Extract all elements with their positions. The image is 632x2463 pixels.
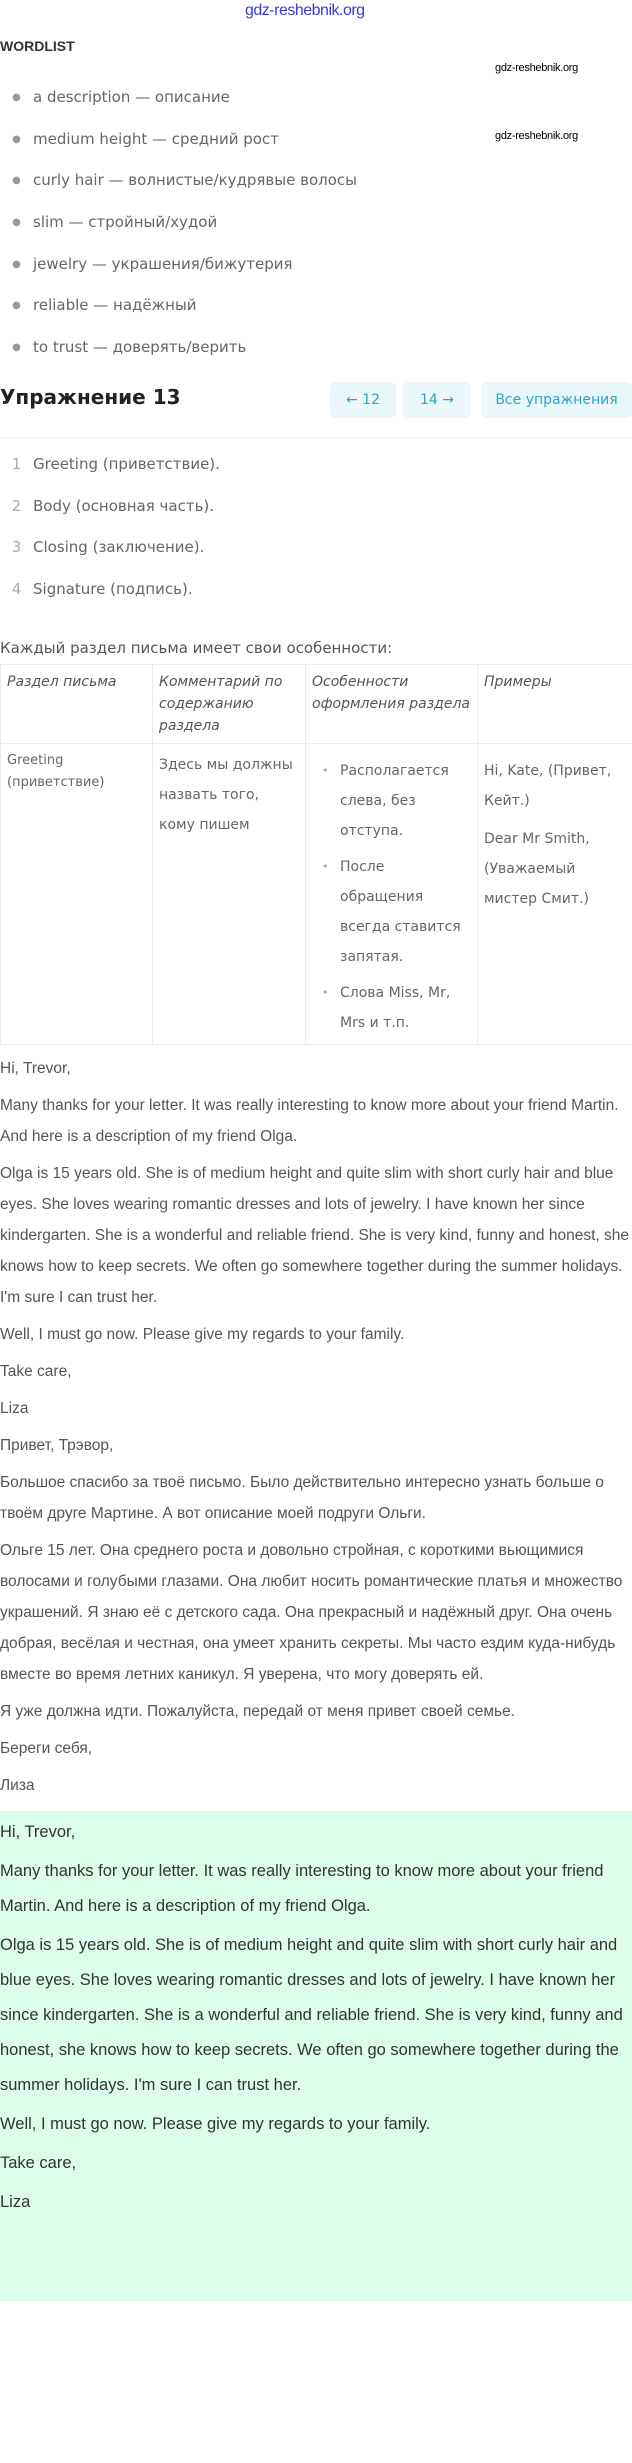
intro-text: Каждый раздел письма имеет свои особенности:: [0, 639, 393, 657]
exercise-title: Упражнение 13: [0, 385, 181, 409]
example: Hi, Kate, (Привет, Кейт.): [484, 763, 612, 809]
letter-closing: Take care,: [0, 2154, 77, 2172]
wordlist-text: reliable — надёжный: [33, 296, 197, 315]
content-flow: [0, 636, 632, 2301]
column-header: Примеры: [478, 665, 632, 744]
item-text: Signature (подпись).: [33, 580, 193, 599]
feature-item: • Слова Miss, Mr, Mrs и т.п.: [340, 978, 471, 1038]
list-item: [0, 497, 220, 539]
letter-greeting: Hi, Trevor,: [0, 1060, 71, 1077]
letter-paragraph: Olga is 15 years old. She is of medium height and quite slim with short curly hair and blue eyes. She loves wearing romantic dresses and lots of jewelry. I have known her since kindergarten. She is a wonderful and reliable friend. She is very kind, funny and honest, she knows how to keep secrets. We often go somewhere together during the summer holidays. I'm sure I can trust her.: [0, 1165, 629, 1306]
next-exercise-button[interactable]: [403, 382, 471, 418]
arrow-left-icon: ←: [345, 392, 363, 408]
wordlist-text: jewelry — украшения/бижутерия: [33, 254, 293, 273]
prev-exercise-button[interactable]: [330, 382, 396, 418]
watermark: gdz-reshebnik.org: [495, 130, 578, 142]
letter-english-answer: [0, 1815, 632, 2220]
wordlist-text: to trust — доверять/верить: [33, 338, 247, 357]
table-header-row: [1, 665, 632, 744]
item-number: 4: [11, 580, 22, 599]
wordlist-item: ● slim — стройный/худой: [12, 213, 218, 232]
next-label: 14: [419, 392, 438, 408]
item-number: 1: [11, 455, 22, 473]
wordlist-item: ● medium height — средний рост: [12, 129, 279, 148]
list-item: [0, 580, 220, 622]
wordlist-item: ● jewelry — украшения/бижутерия: [12, 254, 293, 273]
wordlist: [0, 88, 357, 380]
letter-greeting: Hi, Trevor,: [0, 1823, 76, 1841]
wordlist-item: ● reliable — надёжный: [12, 296, 197, 315]
item-number: 3: [11, 538, 22, 557]
letter-paragraph: Well, I must go now. Please give my regards to your family.: [0, 1326, 405, 1343]
list-item: [0, 538, 220, 580]
cell-examples: [478, 744, 632, 1045]
item-text: Greeting (приветствие).: [33, 455, 220, 473]
letter-english: [0, 1053, 632, 1424]
example: Dear Mr Smith, (Уважаемый мистер Смит.): [484, 831, 590, 907]
answer-box: [0, 1811, 632, 2301]
letter-closing: Take care,: [0, 1363, 72, 1380]
wordlist-item: ● curly hair — волнистые/кудрявые волосы: [12, 171, 357, 190]
prev-label: 12: [362, 392, 380, 408]
letter-greeting: Привет, Трэвор,: [0, 1437, 114, 1454]
letter-signature: Liza: [0, 2193, 31, 2211]
letter-signature: Liza: [0, 1400, 29, 1417]
all-label: Все упражнения: [495, 392, 618, 408]
wordlist-item: ● to trust — доверять/верить: [12, 338, 247, 357]
table-row: [1, 744, 632, 1045]
column-header: Раздел письма: [1, 665, 153, 744]
item-text: Body (основная часть).: [33, 496, 215, 515]
cell-section: Greeting (приветствие): [1, 744, 153, 1045]
item-text: Closing (заключение).: [33, 538, 205, 557]
feature-item: • После обращения всегда ставится запятая.: [340, 852, 471, 972]
wordlist-text: curly hair — волнистые/кудрявые волосы: [33, 171, 357, 190]
letter-paragraph: Well, I must go now. Please give my regards to your family.: [0, 2115, 431, 2133]
letter-paragraph: Большое спасибо за твоё письмо. Было действительно интересно узнать больше о твоём друге Мартине. А вот описание моей подруги Ольги.: [0, 1474, 604, 1522]
letter-russian: [0, 1430, 632, 1801]
wordlist-title: WORDLIST: [0, 38, 75, 54]
watermark: gdz-reshebnik.org: [495, 62, 578, 74]
column-header: Комментарий по содержанию раздела: [153, 665, 306, 744]
column-header: Особенности оформления раздела: [306, 665, 478, 744]
letter-signature: Лиза: [0, 1777, 35, 1794]
item-number: 2: [11, 496, 22, 515]
letter-paragraph: Olga is 15 years old. She is of medium height and quite slim with short curly hair and blue eyes. She loves wearing romantic dresses and lots of jewelry. I have known her since kindergarten. She is a wonderful and reliable friend. She is very kind, funny and honest, she knows how to keep secrets. We often go somewhere together during the summer holidays. I'm sure I can trust her.: [0, 1936, 623, 2094]
letter-paragraph: Ольге 15 лет. Она среднего роста и довольно стройная, с короткими вьющимися волосами и голубыми глазами. Она любит носить романтические платья и множество украшений. Я знаю её с детского сада. Она прекрасный и надёжный друг. Она очень добрая, весёлая и честная, она умеет хранить секреты. Мы часто ездим куда-нибудь вместе во время летних каникул. Я уверена, что могу доверять ей.: [0, 1542, 623, 1683]
letter-sections-table: [0, 664, 632, 1045]
letter-paragraph: Я уже должна идти. Пожалуйста, передай от меня привет своей семье.: [0, 1703, 516, 1720]
divider: [0, 437, 632, 438]
wordlist-item: ● a description — описание: [12, 88, 230, 106]
letter-parts-list: [0, 455, 220, 622]
wordlist-text: slim — стройный/худой: [33, 213, 218, 232]
letter-closing: Береги себя,: [0, 1740, 93, 1757]
wordlist-text: a description — описание: [33, 88, 230, 106]
site-watermark-top[interactable]: gdz-reshebnik.org: [245, 2, 365, 19]
letter-paragraph: Many thanks for your letter. It was really interesting to know more about your friend Martin. And here is a description of my friend Olga.: [0, 1862, 604, 1915]
feature-item: • Располагается слева, без отступа.: [340, 756, 471, 846]
list-item: [0, 455, 220, 497]
letter-paragraph: Many thanks for your letter. It was really interesting to know more about your friend Martin. And here is a description of my friend Olga.: [0, 1097, 619, 1145]
all-exercises-button[interactable]: [481, 382, 632, 418]
cell-features: [306, 744, 478, 1045]
cell-comment: Здесь мы должны назвать того, кому пишем: [153, 744, 306, 1045]
wordlist-text: medium height — средний рост: [33, 129, 279, 148]
arrow-right-icon: →: [437, 392, 454, 408]
